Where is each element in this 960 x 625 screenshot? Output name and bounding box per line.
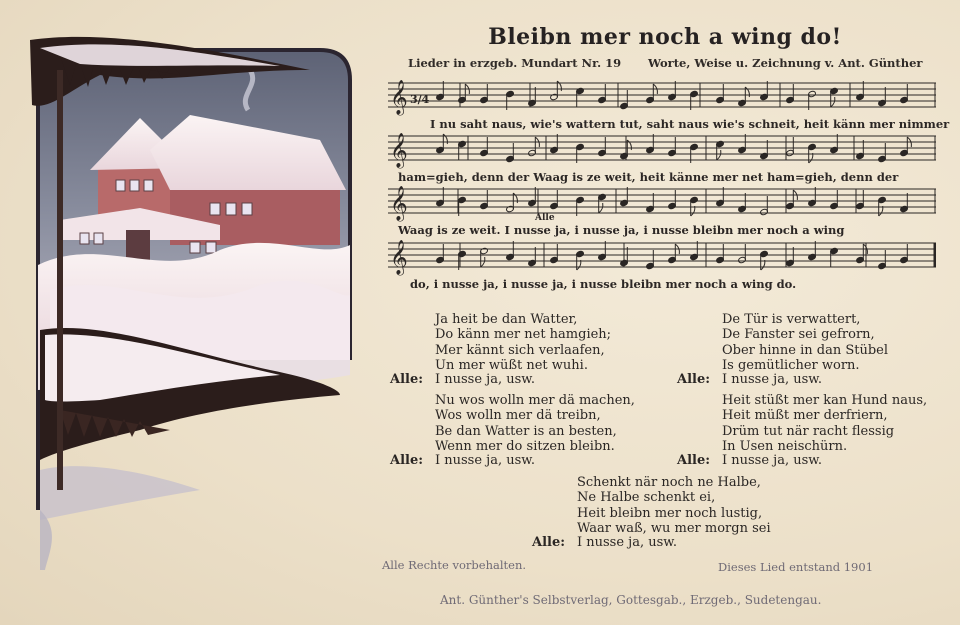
- verse-3-refrain-label: Alle:: [390, 453, 424, 468]
- origin-note: Dieses Lied entstand 1901: [718, 560, 874, 574]
- chorus-mark: Alle: [535, 213, 555, 223]
- verse-1: Ja heit be dan Watter, Do känn mer net hamgieh; Mer kännt sich verlaafen, Un mer wüßt net wuhi.: [435, 312, 612, 374]
- rights-notice: Alle Rechte vorbehalten.: [382, 558, 527, 572]
- staff-2: [388, 133, 936, 169]
- song-title: Bleibn mer noch a wing do!: [488, 24, 842, 50]
- verse-4-refrain: I nusse ja, usw.: [722, 453, 822, 468]
- lyric-line-3: Waag is ze weit. I nusse ja, i nusse ja, i nusse bleibn mer noch a wing: [398, 223, 845, 237]
- treble-clef-icon: 𝄞: [390, 240, 408, 275]
- lyric-line-2: ham=gieh, denn der Waag is ze weit, heit känne mer net ham=gieh, denn der: [398, 170, 899, 184]
- verse-5-refrain: I nusse ja, usw.: [577, 535, 677, 550]
- verse-1-refrain: I nusse ja, usw.: [435, 372, 535, 387]
- publisher-line: Ant. Günther's Selbstverlag, Gottesgab., Erzgeb., Sudetengau.: [440, 593, 822, 607]
- verse-2-refrain: I nusse ja, usw.: [722, 372, 822, 387]
- music-notation: [388, 76, 936, 296]
- verse-5-refrain-label: Alle:: [532, 535, 566, 550]
- verse-5: Schenkt när noch ne Halbe, Ne Halbe schenkt ei, Heit bleibn mer noch lustig, Waar waß, wu mer morgn sei: [577, 475, 771, 537]
- verse-1-refrain-label: Alle:: [390, 372, 424, 387]
- lyric-line-1: I nu saht naus, wie's wattern tut, saht naus wie's schneit, heit känn mer nimmer: [430, 117, 950, 131]
- winter-house-illustration: [20, 30, 365, 570]
- verse-3: Nu wos wolln mer dä machen, Wos wolln mer dä treibn, Be dan Watter is an besten, Wenn mer do sitzen bleibn.: [435, 393, 635, 455]
- treble-clef-icon: 𝄞: [390, 186, 408, 221]
- staff-3: [388, 186, 936, 222]
- treble-clef-icon: 𝄞: [390, 133, 408, 168]
- verse-4-refrain-label: Alle:: [677, 453, 711, 468]
- staff-4: [388, 240, 936, 276]
- treble-clef-icon: 𝄞: [390, 80, 408, 115]
- time-signature: 3/4: [410, 93, 430, 106]
- verse-2: De Tür is verwattert, De Fanster sei gefrorn, Ober hinne in dan Stübel Is gemütlicher worn.: [722, 312, 889, 374]
- lyric-line-4: do, i nusse ja, i nusse ja, i nusse bleibn mer noch a wing do.: [410, 277, 797, 291]
- verse-2-refrain-label: Alle:: [677, 372, 711, 387]
- verse-3-refrain: I nusse ja, usw.: [435, 453, 535, 468]
- verse-4: Heit stüßt mer kan Hund naus, Heit müßt mer derfriern, Drüm tut när racht flessig In Usen neischürn.: [722, 393, 928, 455]
- staff-1: [388, 80, 936, 116]
- series-label: Lieder in erzgeb. Mundart Nr. 19: [408, 56, 622, 70]
- author-credit: Worte, Weise u. Zeichnung v. Ant. Günther: [648, 56, 923, 70]
